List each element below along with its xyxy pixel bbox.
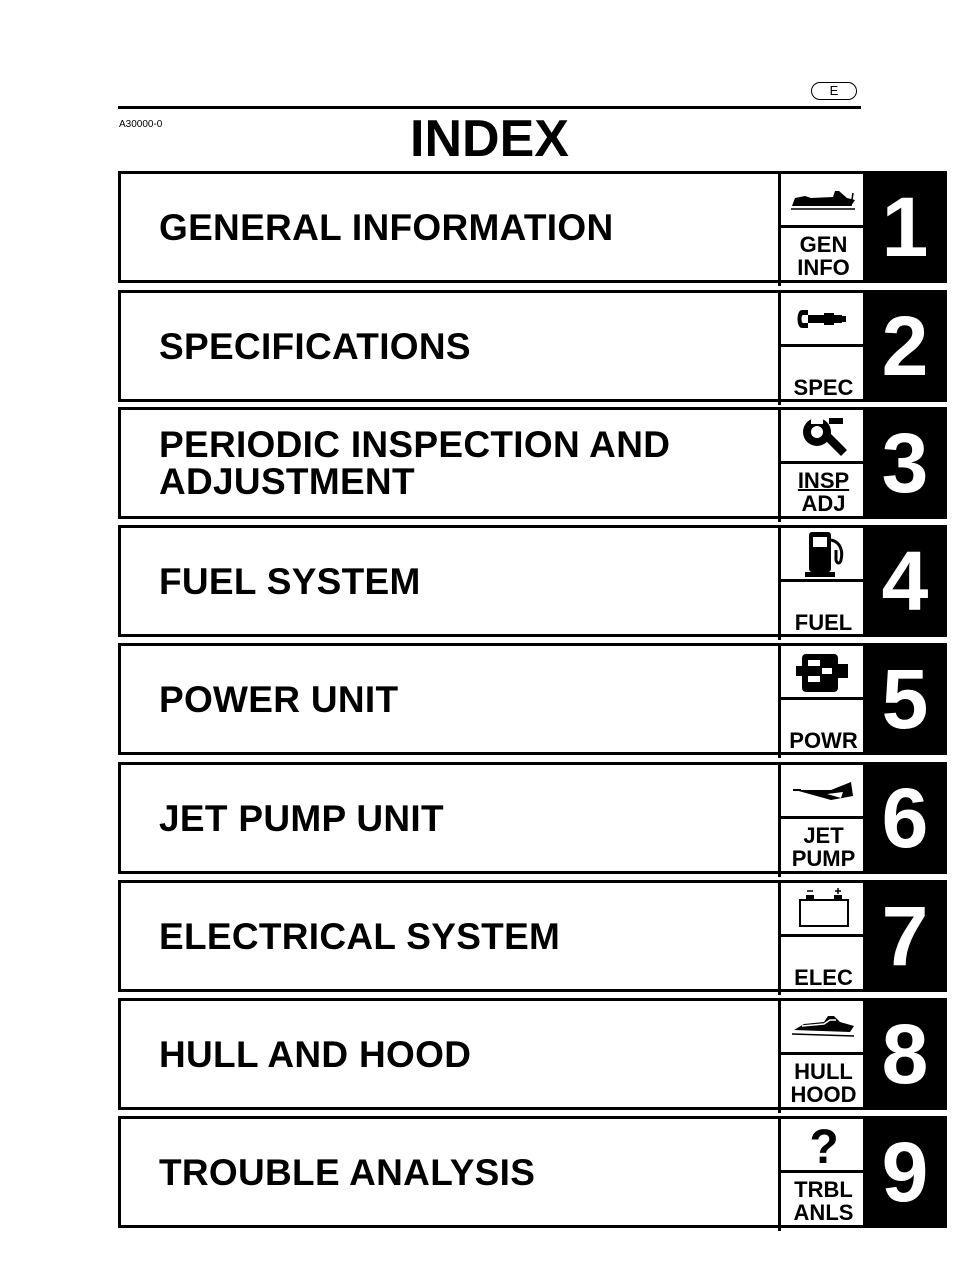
chapter-box: [118, 525, 863, 637]
chapter-abbreviation: HULL HOOD: [790, 1058, 857, 1107]
chapter-title: PERIODIC INSPECTION AND ADJUSTMENT: [159, 424, 671, 502]
chapter-abbreviation: ELEC: [794, 965, 853, 990]
chapter-box: [118, 998, 863, 1110]
chapter-number-tab[interactable]: 5: [863, 643, 947, 755]
chapter-box: [118, 171, 863, 283]
document-code: A30000-0: [119, 119, 163, 130]
chapter-box: [118, 290, 863, 402]
hull-icon: [781, 1001, 866, 1055]
page-title: INDEX: [410, 110, 569, 168]
chapter-box: [118, 762, 863, 874]
chapter-icon-column: [778, 1001, 866, 1113]
chapter-box: [118, 1116, 863, 1228]
chapter-number-tab[interactable]: 3: [863, 407, 947, 519]
chapter-number-tab[interactable]: 7: [863, 880, 947, 992]
battery-icon: [781, 883, 866, 937]
chapter-title: ELECTRICAL SYSTEM: [159, 915, 561, 957]
chapter-title: SPECIFICATIONS: [159, 325, 471, 367]
chapter-title: JET PUMP UNIT: [159, 797, 444, 839]
chapter-title: POWER UNIT: [159, 678, 399, 720]
chapter-entry-power-unit[interactable]: [118, 643, 947, 755]
chapter-abbreviation: FUEL: [794, 610, 853, 635]
chapter-number-tab[interactable]: 2: [863, 290, 947, 402]
chapter-entry-hull-and-hood[interactable]: [118, 998, 947, 1110]
chapter-icon-column: [778, 528, 866, 640]
wrench-icon: [781, 410, 866, 464]
chapter-abbreviation: TRBL ANLS: [793, 1176, 854, 1225]
chapter-box: [118, 880, 863, 992]
chapter-entry-general-information[interactable]: [118, 171, 947, 283]
chapter-title: HULL AND HOOD: [159, 1033, 472, 1075]
chapter-icon-column: [778, 646, 866, 758]
chapter-abbreviation: GEN INFO: [797, 231, 850, 280]
chapter-number-tab[interactable]: 6: [863, 762, 947, 874]
chapter-number-tab[interactable]: 1: [863, 171, 947, 283]
jet-pump-icon: [781, 765, 866, 819]
chapter-icon-column: [778, 410, 866, 522]
question-mark-icon: [781, 1119, 866, 1173]
chapter-entry-fuel-system[interactable]: [118, 525, 947, 637]
chapter-abbreviation: INSP ADJ: [797, 467, 850, 516]
language-badge: E: [811, 82, 857, 100]
chapter-abbreviation: SPEC: [793, 375, 854, 400]
chapter-icon-column: [778, 883, 866, 995]
chapter-number-tab[interactable]: 8: [863, 998, 947, 1110]
chapter-icon-column: [778, 174, 866, 286]
fuel-pump-icon: [781, 528, 866, 582]
micrometer-icon: [781, 293, 866, 347]
chapter-abbreviation: JET PUMP: [791, 822, 856, 871]
chapter-entry-jet-pump-unit[interactable]: [118, 762, 947, 874]
chapter-entry-periodic-inspection-adjustment[interactable]: [118, 407, 947, 519]
chapter-abbreviation: POWR: [789, 728, 858, 753]
watercraft-icon: [781, 174, 866, 228]
chapter-entry-trouble-analysis[interactable]: [118, 1116, 947, 1228]
chapter-number-tab[interactable]: 4: [863, 525, 947, 637]
chapter-icon-column: [778, 1119, 866, 1231]
chapter-entry-electrical-system[interactable]: [118, 880, 947, 992]
chapter-icon-column: [778, 293, 866, 405]
svg-text:?: ?: [808, 1120, 839, 1169]
chapter-box: [118, 643, 863, 755]
chapter-entry-specifications[interactable]: [118, 290, 947, 402]
chapter-box: [118, 407, 863, 519]
chapter-title: TROUBLE ANALYSIS: [159, 1151, 536, 1193]
engine-icon: [781, 646, 866, 700]
chapter-number-tab[interactable]: 9: [863, 1116, 947, 1228]
chapter-title: GENERAL INFORMATION: [159, 206, 614, 248]
chapter-title: FUEL SYSTEM: [159, 560, 421, 602]
chapter-icon-column: [778, 765, 866, 877]
